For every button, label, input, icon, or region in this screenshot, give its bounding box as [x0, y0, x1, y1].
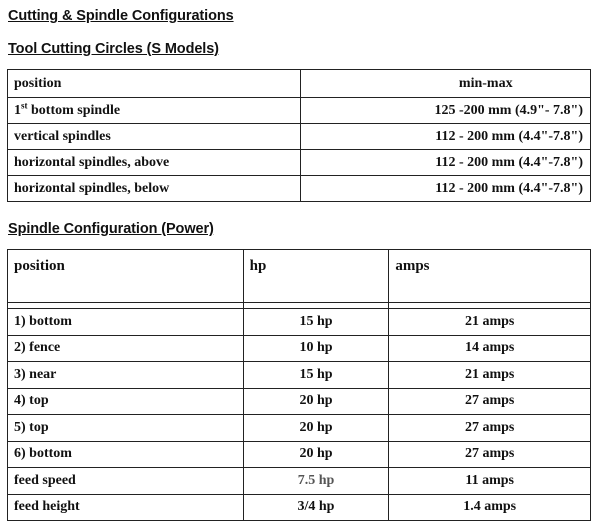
column-header-hp: hp — [243, 250, 389, 303]
position-cell: 4) top — [8, 388, 244, 415]
hp-cell: 20 hp — [243, 441, 389, 468]
range-cell: 112 - 200 mm (4.4"-7.8") — [301, 150, 591, 176]
hp-cell: 10 hp — [243, 335, 389, 362]
table-row — [8, 415, 591, 442]
range-cell: 112 - 200 mm (4.4"-7.8") — [301, 124, 591, 150]
position-cell — [8, 98, 301, 124]
table-row — [8, 124, 591, 150]
table-header-row — [8, 250, 591, 303]
hp-cell: 15 hp — [243, 309, 389, 336]
position-cell: horizontal spindles, above — [8, 150, 301, 176]
position-cell: 2) fence — [8, 335, 244, 362]
hp-cell: 7.5 hp — [243, 468, 389, 495]
range-cell: 125 -200 mm (4.9"- 7.8") — [301, 98, 591, 124]
table-row — [8, 468, 591, 495]
position-cell: feed speed — [8, 468, 244, 495]
position-label: bottom spindle — [31, 102, 121, 118]
column-header-position: position — [8, 70, 301, 98]
ordinal-suffix: st — [21, 99, 28, 110]
amps-cell: 1.4 amps — [389, 494, 591, 521]
amps-cell: 21 amps — [389, 309, 591, 336]
position-cell: horizontal spindles, below — [8, 176, 301, 202]
table-row — [8, 309, 591, 336]
hp-cell: 3/4 hp — [243, 494, 389, 521]
column-header-amps: amps — [389, 250, 591, 303]
position-cell: vertical spindles — [8, 124, 301, 150]
amps-cell: 27 amps — [389, 415, 591, 442]
table-row — [8, 335, 591, 362]
table-row — [8, 176, 591, 202]
amps-cell: 21 amps — [389, 362, 591, 389]
amps-cell: 27 amps — [389, 441, 591, 468]
amps-cell: 27 amps — [389, 388, 591, 415]
table-header-row — [8, 70, 591, 98]
column-header-position: position — [8, 250, 244, 303]
hp-cell: 15 hp — [243, 362, 389, 389]
table-row — [8, 494, 591, 521]
column-header-min-max: min-max — [301, 70, 591, 98]
amps-cell: 11 amps — [389, 468, 591, 495]
table-row — [8, 362, 591, 389]
page-title: Cutting & Spindle Configurations — [8, 8, 234, 24]
position-cell: 5) top — [8, 415, 244, 442]
position-cell: feed height — [8, 494, 244, 521]
section-title-spindle-power: Spindle Configuration (Power) — [8, 221, 214, 237]
spindle-power-table — [7, 249, 591, 521]
range-cell: 112 - 200 mm (4.4"-7.8") — [301, 176, 591, 202]
table-row — [8, 388, 591, 415]
hp-cell: 20 hp — [243, 388, 389, 415]
position-cell: 6) bottom — [8, 441, 244, 468]
hp-cell: 20 hp — [243, 415, 389, 442]
table-row — [8, 98, 591, 124]
position-cell: 3) near — [8, 362, 244, 389]
section-title-cutting-circles: Tool Cutting Circles (S Models) — [8, 41, 219, 57]
position-cell: 1) bottom — [8, 309, 244, 336]
ordinal-number: 1 — [14, 102, 21, 118]
amps-cell: 14 amps — [389, 335, 591, 362]
table-row — [8, 441, 591, 468]
cutting-circles-table — [7, 69, 591, 202]
table-row — [8, 150, 591, 176]
